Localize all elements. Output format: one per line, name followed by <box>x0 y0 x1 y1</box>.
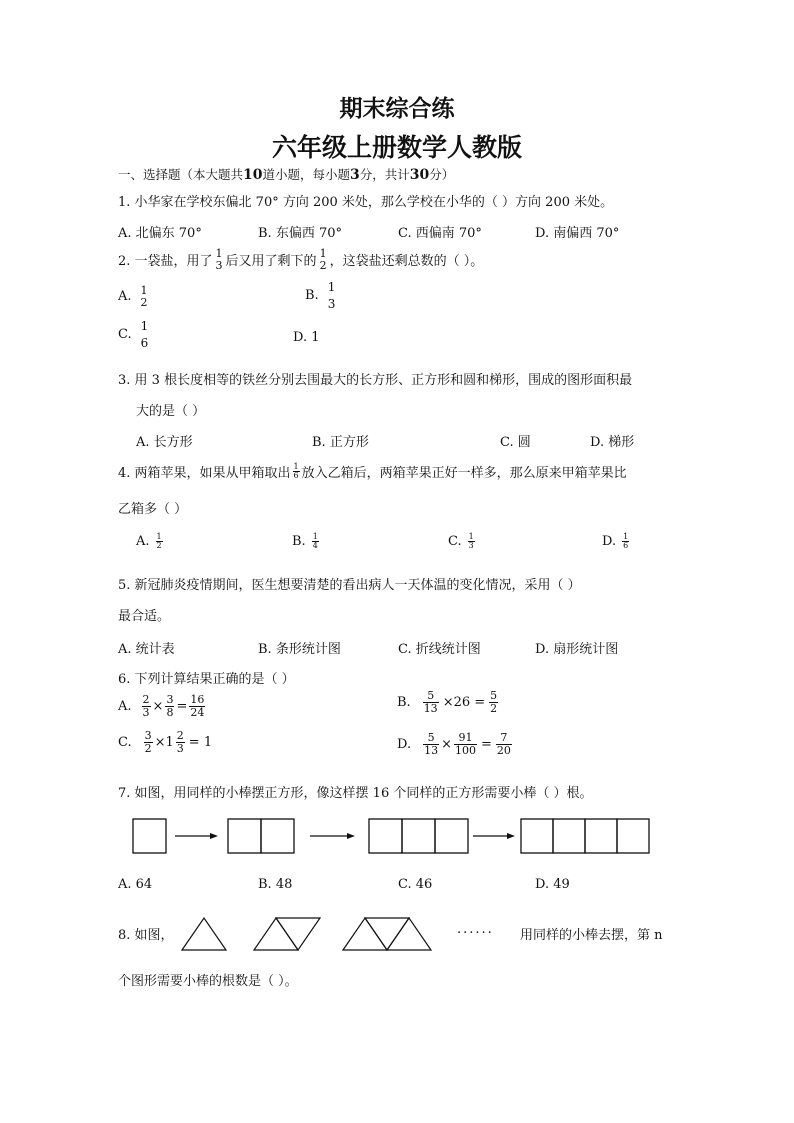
q1-option-d[interactable]: D. 南偏西 70° <box>535 226 620 241</box>
q4-option-d[interactable]: D. $\frac{1}{6}$ <box>602 532 629 551</box>
figure3-triangle <box>365 918 409 950</box>
q3-option-b[interactable]: B. 正方形 <box>312 435 369 450</box>
q7-option-a[interactable]: A. 64 <box>118 877 153 892</box>
question-5-line2: 最合适。 <box>118 609 171 624</box>
figure1-triangle <box>182 918 226 950</box>
figure3-triangle <box>343 918 387 950</box>
page-subtitle: 六年级上册数学人教版 <box>271 133 522 162</box>
q4-option-b[interactable]: B. $\frac{1}{4}$ <box>292 532 318 551</box>
question-7-stem: 7. 如图，用同样的小棒摆正方形，像这样摆 16 个同样的正方形需要小棒（ ）根。 <box>118 786 593 801</box>
q5-option-c[interactable]: C. 折线统计图 <box>398 642 481 657</box>
q6-option-a[interactable]: A. $\frac{2}{3}$ × $\frac{3}{8}$ = $\frac{16}{24}$ <box>118 693 205 719</box>
q7-option-d[interactable]: D. 49 <box>535 877 570 892</box>
figure3-square <box>402 819 435 853</box>
q2-option-d[interactable]: D. 1 <box>293 330 320 345</box>
question-8-prefix: 8. 如图， <box>118 928 174 943</box>
q4-option-a[interactable]: A. $\frac{1}{2}$ <box>136 532 162 551</box>
question-3-line2: 大的是（ ） <box>136 404 206 419</box>
q5-option-a[interactable]: A. 统计表 <box>118 642 175 657</box>
q2-option-a[interactable]: A. 1 2 <box>118 284 148 309</box>
q1-option-a[interactable]: A. 北偏东 70° <box>118 226 202 241</box>
q5-option-b[interactable]: B. 条形统计图 <box>258 642 341 657</box>
section-header: 一、选择题（本大题共10道小题，每小题3分，共计30分） <box>118 167 455 183</box>
question-4-line2: 乙箱多（ ） <box>118 502 188 517</box>
q3-option-d[interactable]: D. 梯形 <box>590 435 635 450</box>
q3-option-c[interactable]: C. 圆 <box>500 435 531 450</box>
q3-option-a[interactable]: A. 长方形 <box>136 435 193 450</box>
arrow-head-icon <box>210 833 218 839</box>
q1-option-c[interactable]: C. 西偏南 70° <box>398 226 482 241</box>
square-pattern-figure <box>120 812 665 860</box>
continuation-dots: ...... <box>457 922 494 937</box>
q5-option-d[interactable]: D. 扇形统计图 <box>535 642 619 657</box>
q7-option-c[interactable]: C. 46 <box>398 877 433 892</box>
fraction: 1 3 <box>215 247 223 272</box>
figure4-square <box>585 819 617 853</box>
fraction: 1 2 <box>319 247 327 272</box>
q6-option-c[interactable]: C. $\frac{3}{2}$ ×1 $\frac{2}{3}$ = 1 <box>118 729 213 755</box>
triangle-pattern-figure <box>180 915 440 953</box>
question-6-stem: 6. 下列计算结果正确的是（ ） <box>118 672 295 687</box>
figure1-square <box>133 819 166 853</box>
fraction: $\frac{1}{6}$ <box>293 461 299 480</box>
question-2-stem: 2. 一袋盐，用了 1 3 后又用了剩下的 1 2 ，这袋盐还剩总数的（ ）。 <box>118 247 484 272</box>
figure4-square <box>553 819 585 853</box>
figure4-square <box>617 819 649 853</box>
question-8-line2: 个图形需要小棒的根数是（ ）。 <box>118 974 298 989</box>
figure2-triangle <box>276 918 320 950</box>
figure2-triangle <box>254 918 298 950</box>
figure3-square <box>435 819 468 853</box>
q4-option-c[interactable]: C. $\frac{1}{3}$ <box>448 532 474 551</box>
q2-option-b[interactable]: B. 1 3 <box>305 280 336 311</box>
figure3-square <box>369 819 402 853</box>
figure2-square <box>261 819 294 853</box>
question-1-stem: 1. 小华家在学校东偏北 70° 方向 200 米处，那么学校在小华的（ ）方向 200 米处。 <box>118 195 614 210</box>
q7-option-b[interactable]: B. 48 <box>258 877 293 892</box>
figure4-square <box>521 819 553 853</box>
q6-option-b[interactable]: B. $\frac{5}{13}$ ×26 = $\frac{5}{2}$ <box>397 689 498 715</box>
question-4-line1: 4. 两箱苹果，如果从甲箱取出 $\frac{1}{6}$ 放入乙箱后，两箱苹果正好一样多，那么原来甲箱苹果比 <box>118 461 627 481</box>
question-8-stem: 用同样的小棒去摆，第 n <box>520 928 663 943</box>
question-3-line1: 3. 用 3 根长度相等的铁丝分别去围最大的长方形、正方形和圆和梯形，围成的图形面积最 <box>118 373 633 388</box>
arrow-head-icon <box>507 833 515 839</box>
q1-option-b[interactable]: B. 东偏西 70° <box>258 226 342 241</box>
q2-option-c[interactable]: C. 1 6 <box>118 319 149 350</box>
question-5-line1: 5. 新冠肺炎疫情期间，医生想要清楚的看出病人一天体温的变化情况，采用（ ） <box>118 578 581 593</box>
page-title: 期末综合练 <box>339 96 455 122</box>
figure3-triangle <box>387 918 431 950</box>
arrow-head-icon <box>347 833 355 839</box>
figure2-square <box>228 819 261 853</box>
q6-option-d[interactable]: D. $\frac{5}{13}$ × $\frac{91}{100}$ = $\frac{7}{20}$ <box>397 731 511 757</box>
